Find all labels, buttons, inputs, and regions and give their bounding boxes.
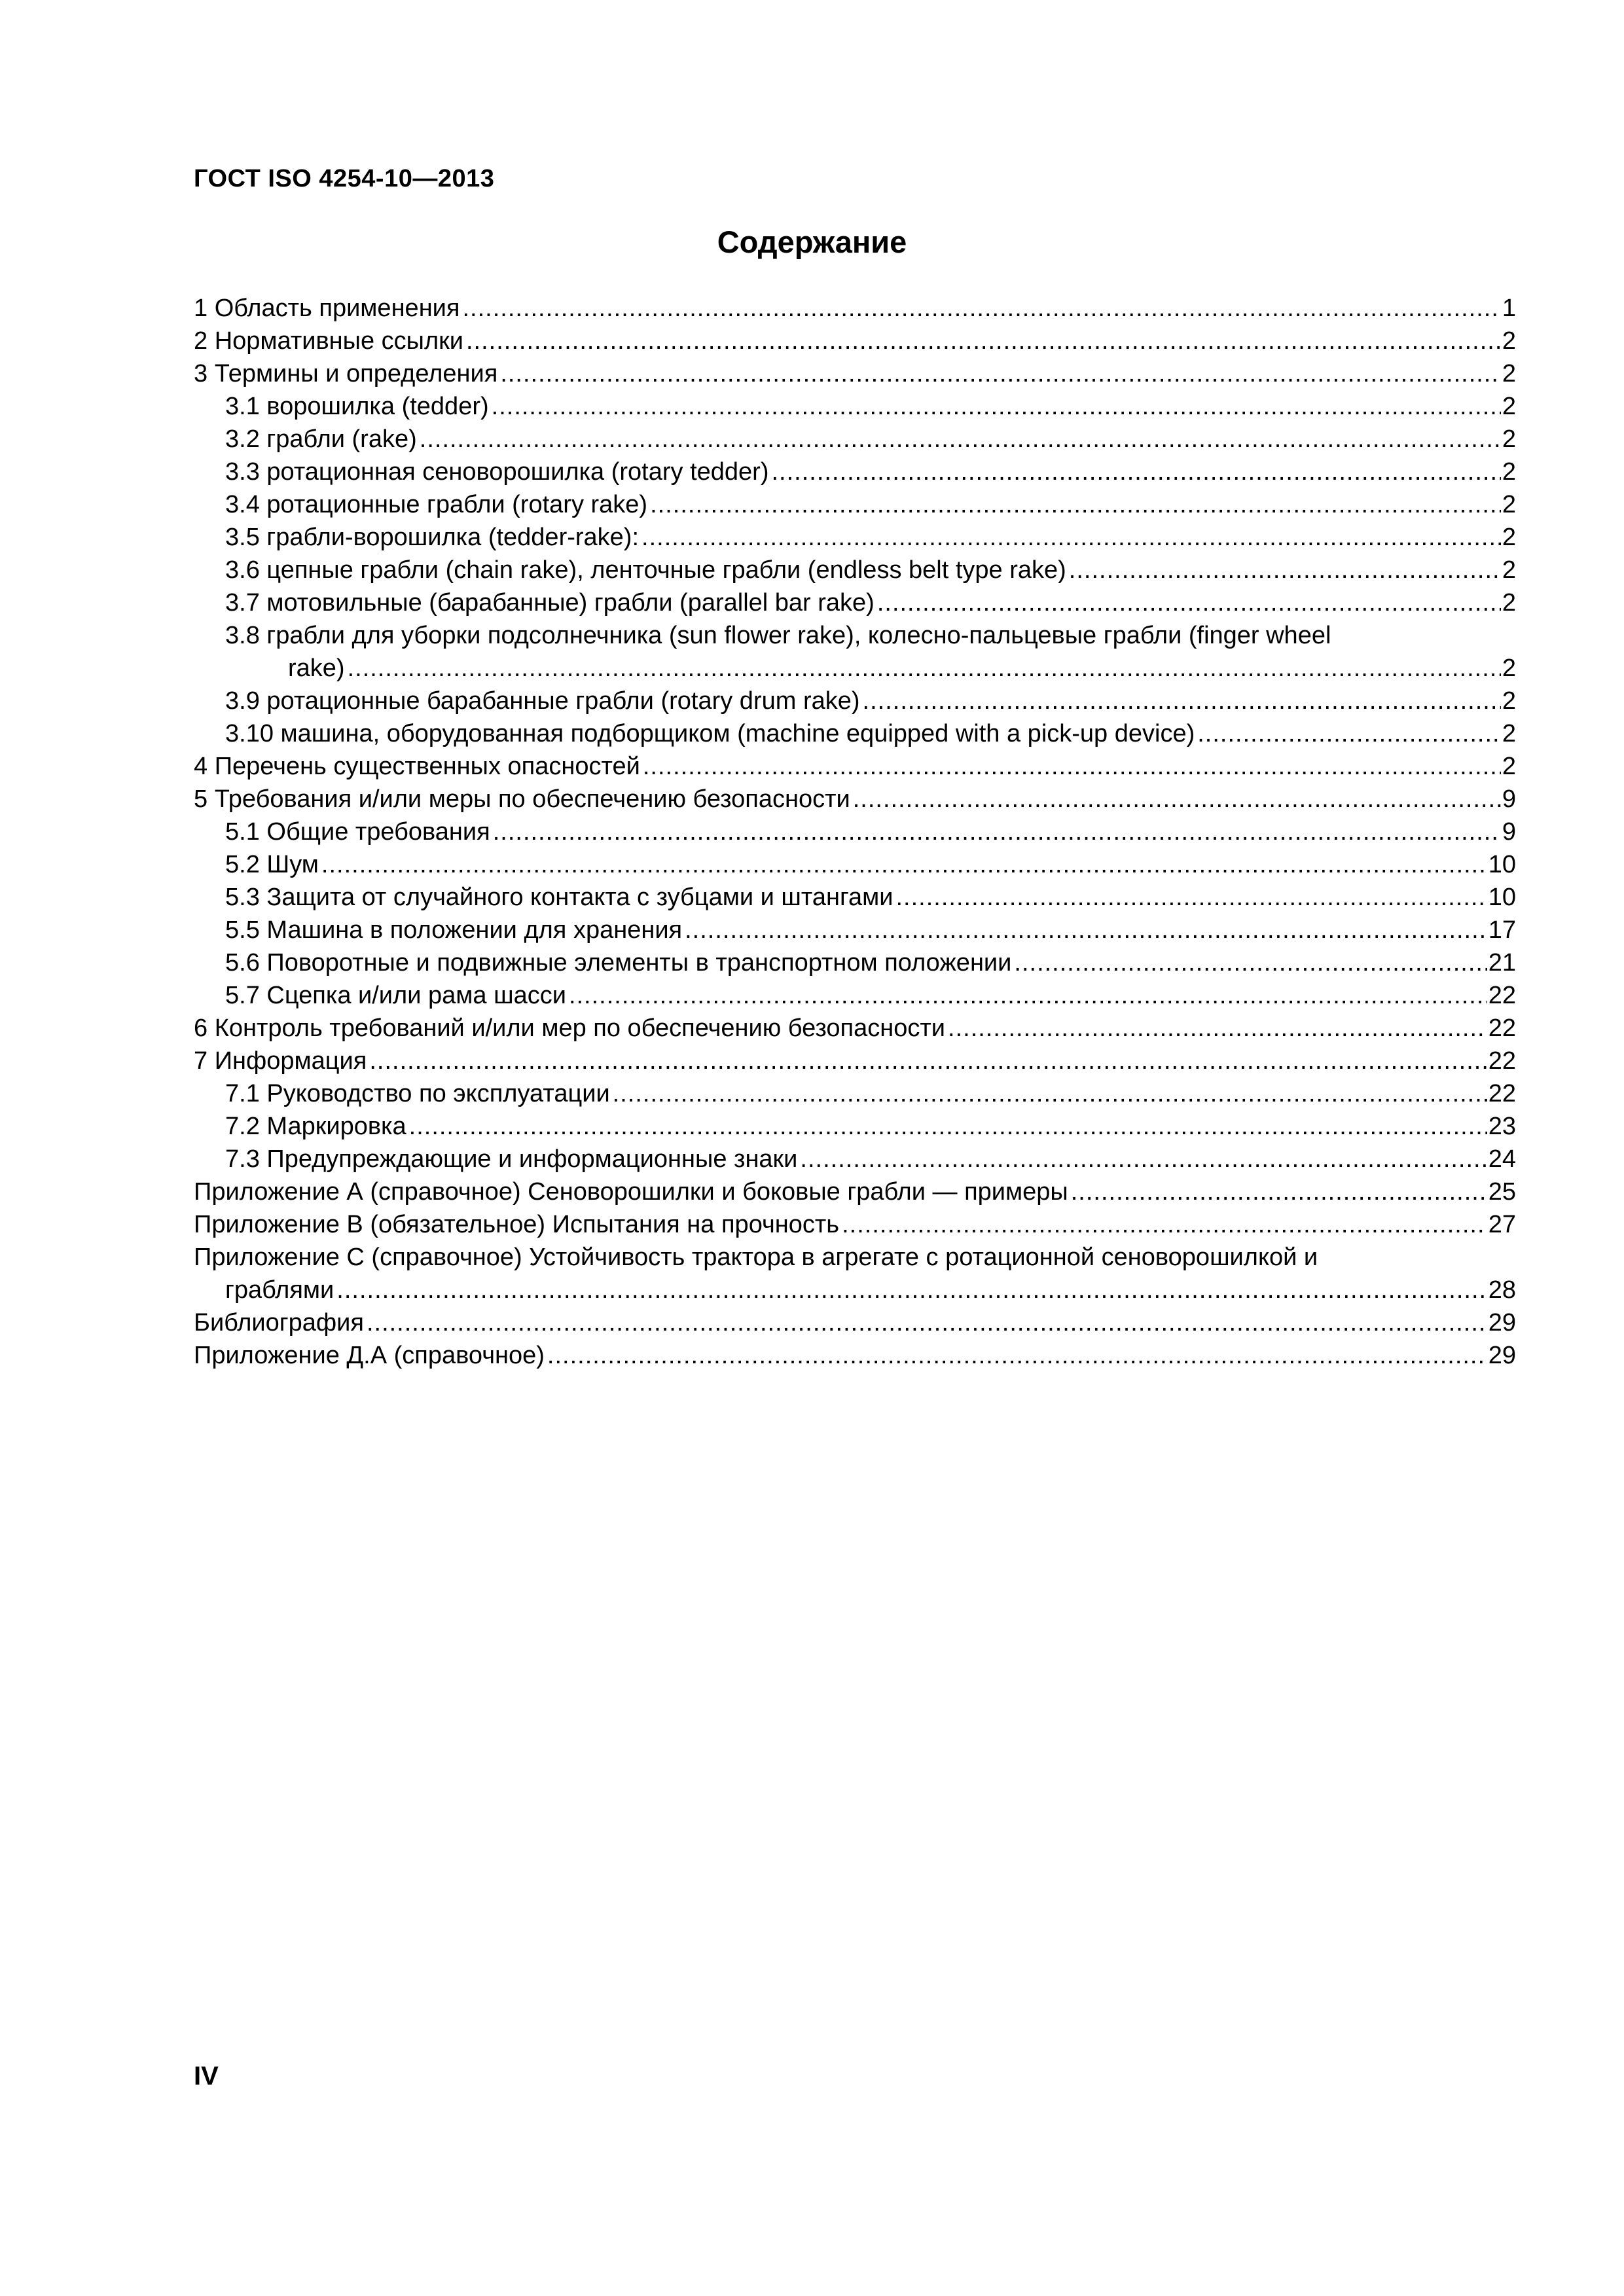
- toc-entry-page: 2: [1502, 589, 1516, 617]
- toc-entry-5-2[interactable]: [194, 848, 1516, 881]
- toc-entry-label: 3.8 грабли для уборки подсолнечника (sun flower rake), колесно-пальцевые грабли (finger wheel: [225, 622, 1331, 649]
- toc-leader-dots: [492, 390, 1501, 423]
- toc-leader-dots: [369, 1045, 1487, 1077]
- toc-entry-5-3[interactable]: [194, 881, 1516, 914]
- toc-entry-5-5[interactable]: [194, 914, 1516, 946]
- toc-entry-page: 2: [1502, 524, 1516, 551]
- toc-entry-label: Приложение С (справочное) Устойчивость трактора в агрегате с ротационной сеноворошилкой и: [194, 1244, 1318, 1271]
- toc-leader-dots: [1071, 1175, 1487, 1208]
- toc-leader-dots: [493, 816, 1501, 848]
- toc-entry-3-1[interactable]: [194, 390, 1516, 423]
- toc-entry-label: 5.7 Сцепка и/или рама шасси: [225, 982, 566, 1009]
- toc-entry-7[interactable]: [194, 1045, 1516, 1077]
- toc-entry-page: 27: [1488, 1211, 1516, 1238]
- toc-entry-label: 3.7 мотовильные (барабанные) грабли (parallel bar rake): [225, 589, 875, 617]
- toc-entry-page: 17: [1488, 916, 1516, 944]
- toc-entry-page: 9: [1502, 818, 1516, 846]
- toc-entry-5-1[interactable]: [194, 816, 1516, 848]
- toc-entry-3-7[interactable]: [194, 586, 1516, 619]
- toc-entry-3-4[interactable]: [194, 488, 1516, 521]
- toc-entry-label: Приложение Д.А (справочное): [194, 1342, 545, 1369]
- toc-entry-7-3[interactable]: [194, 1143, 1516, 1175]
- toc-entry-label: 5.6 Поворотные и подвижные элементы в транспортном положении: [225, 949, 1012, 977]
- toc-entry-page: 2: [1502, 458, 1516, 486]
- toc-entry-label: 7.2 Маркировка: [225, 1113, 406, 1140]
- toc-leader-dots: [1197, 717, 1501, 750]
- toc-entry-label: 3.4 ротационные грабли (rotary rake): [225, 491, 648, 518]
- toc-entry-label: 3.5 грабли-ворошилка (tedder-rake):: [225, 524, 640, 551]
- toc-entry-3-9[interactable]: [194, 685, 1516, 717]
- toc-entry-page: 2: [1502, 425, 1516, 453]
- toc-entry-page: 2: [1502, 556, 1516, 584]
- toc-leader-dots: [466, 325, 1501, 357]
- toc-entry-page: 2: [1502, 393, 1516, 420]
- toc-leader-dots: [420, 423, 1501, 456]
- toc-entry-page: 1: [1502, 295, 1516, 322]
- toc-leader-dots: [896, 881, 1487, 914]
- toc-entry-3-5[interactable]: [194, 521, 1516, 554]
- toc-entry-label: 5.5 Машина в положении для хранения: [225, 916, 683, 944]
- toc-entry-label: 7.3 Предупреждающие и информационные знаки: [225, 1145, 798, 1173]
- toc-entry-page: 2: [1502, 327, 1516, 355]
- toc-entry-annex-da[interactable]: [194, 1339, 1516, 1372]
- toc-entry-label: 3.9 ротационные барабанные грабли (rotary drum rake): [225, 687, 860, 715]
- toc-entry-bibliography[interactable]: [194, 1306, 1516, 1339]
- toc-entry-page: 2: [1502, 491, 1516, 518]
- toc-leader-dots: [772, 456, 1501, 488]
- toc-entry-3-2[interactable]: [194, 423, 1516, 456]
- toc-entry-label: 3.2 грабли (rake): [225, 425, 417, 453]
- toc-leader-dots: [842, 1208, 1487, 1241]
- toc-leader-dots: [569, 979, 1487, 1012]
- toc-entry-page: 2: [1502, 360, 1516, 387]
- toc-entry-label: 7 Информация: [194, 1047, 367, 1075]
- toc-entry-page: 22: [1488, 1047, 1516, 1075]
- toc-leader-dots: [853, 783, 1501, 816]
- toc-entry-label: Приложение В (обязательное) Испытания на прочность: [194, 1211, 840, 1238]
- toc-entry-page: 29: [1488, 1309, 1516, 1336]
- toc-entry-3-3[interactable]: [194, 456, 1516, 488]
- toc-leader-dots: [336, 1274, 1487, 1306]
- toc-leader-dots: [643, 750, 1501, 783]
- toc-entry-page: 10: [1488, 851, 1516, 878]
- toc-entry-label: 3.3 ротационная сеноворошилка (rotary tedder): [225, 458, 769, 486]
- toc-entry-page: 2: [1502, 720, 1516, 747]
- toc-entry-page: 9: [1502, 785, 1516, 813]
- document-id-header: ГОСТ ISO 4254-10—2013: [194, 165, 495, 192]
- toc-entry-1[interactable]: [194, 292, 1516, 325]
- toc-leader-dots: [321, 848, 1487, 881]
- toc-entry-label: 7.1 Руководство по эксплуатации: [225, 1080, 610, 1107]
- toc-leader-dots: [1069, 554, 1501, 586]
- toc-leader-dots: [650, 488, 1501, 521]
- toc-entry-page: 24: [1488, 1145, 1516, 1173]
- toc-entry-page: 2: [1502, 655, 1516, 682]
- toc-entry-label: Библиография: [194, 1309, 364, 1336]
- toc-entry-annex-c[interactable]: [194, 1241, 1516, 1306]
- toc-entry-annex-b[interactable]: [194, 1208, 1516, 1241]
- toc-leader-dots: [1014, 946, 1487, 979]
- toc-entry-6[interactable]: [194, 1012, 1516, 1045]
- toc-entry-7-2[interactable]: [194, 1110, 1516, 1143]
- toc-entry-5[interactable]: [194, 783, 1516, 816]
- toc-entry-3-8[interactable]: [194, 619, 1516, 685]
- toc-entry-page: 2: [1502, 753, 1516, 780]
- toc-leader-dots: [613, 1077, 1487, 1110]
- toc-entry-page: 10: [1488, 884, 1516, 911]
- toc-entry-3[interactable]: [194, 357, 1516, 390]
- toc-entry-page: 22: [1488, 1080, 1516, 1107]
- toc-entry-label: 3 Термины и определения: [194, 360, 498, 387]
- toc-entry-page: 28: [1488, 1276, 1516, 1304]
- toc-title: Содержание: [717, 224, 907, 259]
- toc-entry-label: 5 Требования и/или меры по обеспечению безопасности: [194, 785, 850, 813]
- toc-leader-dots: [409, 1110, 1487, 1143]
- toc-entry-label-continuation: rake): [288, 655, 345, 682]
- page-number: IV: [194, 2062, 219, 2090]
- toc-entry-page: 22: [1488, 1014, 1516, 1042]
- toc-entry-label: 5.3 Защита от случайного контакта с зубцами и штангами: [225, 884, 893, 911]
- toc-entry-label-continuation: граблями: [225, 1276, 334, 1304]
- toc-entry-5-7[interactable]: [194, 979, 1516, 1012]
- toc-entry-label: 6 Контроль требований и/или мер по обеспечению безопасности: [194, 1014, 946, 1042]
- toc-entry-7-1[interactable]: [194, 1077, 1516, 1110]
- toc-entry-label: 5.1 Общие требования: [225, 818, 490, 846]
- toc-leader-dots: [641, 521, 1501, 554]
- toc-entry-5-6[interactable]: [194, 946, 1516, 979]
- toc-leader-dots: [948, 1012, 1487, 1045]
- table-of-contents: [194, 292, 1516, 1372]
- toc-entry-4[interactable]: [194, 750, 1516, 783]
- toc-leader-dots: [863, 685, 1501, 717]
- toc-entry-label: 3.1 ворошилка (tedder): [225, 393, 489, 420]
- toc-entry-annex-a[interactable]: [194, 1175, 1516, 1208]
- toc-entry-3-10[interactable]: [194, 717, 1516, 750]
- toc-leader-dots: [877, 586, 1501, 619]
- toc-leader-dots: [547, 1339, 1487, 1372]
- toc-entry-page: 22: [1488, 982, 1516, 1009]
- toc-entry-page: 2: [1502, 687, 1516, 715]
- toc-entry-3-6[interactable]: [194, 554, 1516, 586]
- toc-leader-dots: [348, 652, 1501, 685]
- toc-leader-dots: [685, 914, 1487, 946]
- toc-entry-label: Приложение А (справочное) Сеноворошилки и боковые грабли — примеры: [194, 1178, 1068, 1206]
- toc-entry-page: 25: [1488, 1178, 1516, 1206]
- toc-entry-page: 23: [1488, 1113, 1516, 1140]
- toc-leader-dots: [500, 357, 1501, 390]
- toc-entry-page: 21: [1488, 949, 1516, 977]
- toc-entry-label: 2 Нормативные ссылки: [194, 327, 463, 355]
- toc-leader-dots: [367, 1306, 1487, 1339]
- toc-entry-2[interactable]: [194, 325, 1516, 357]
- toc-entry-label: 3.6 цепные грабли (chain rake), ленточные грабли (endless belt type rake): [225, 556, 1066, 584]
- toc-leader-dots: [462, 292, 1500, 325]
- toc-entry-label: 4 Перечень существенных опасностей: [194, 753, 640, 780]
- toc-entry-label: 5.2 Шум: [225, 851, 319, 878]
- toc-entry-page: 29: [1488, 1342, 1516, 1369]
- toc-leader-dots: [800, 1143, 1487, 1175]
- toc-entry-label: 1 Область применения: [194, 295, 460, 322]
- toc-entry-label: 3.10 машина, оборудованная подборщиком (machine equipped with a pick-up device): [225, 720, 1195, 747]
